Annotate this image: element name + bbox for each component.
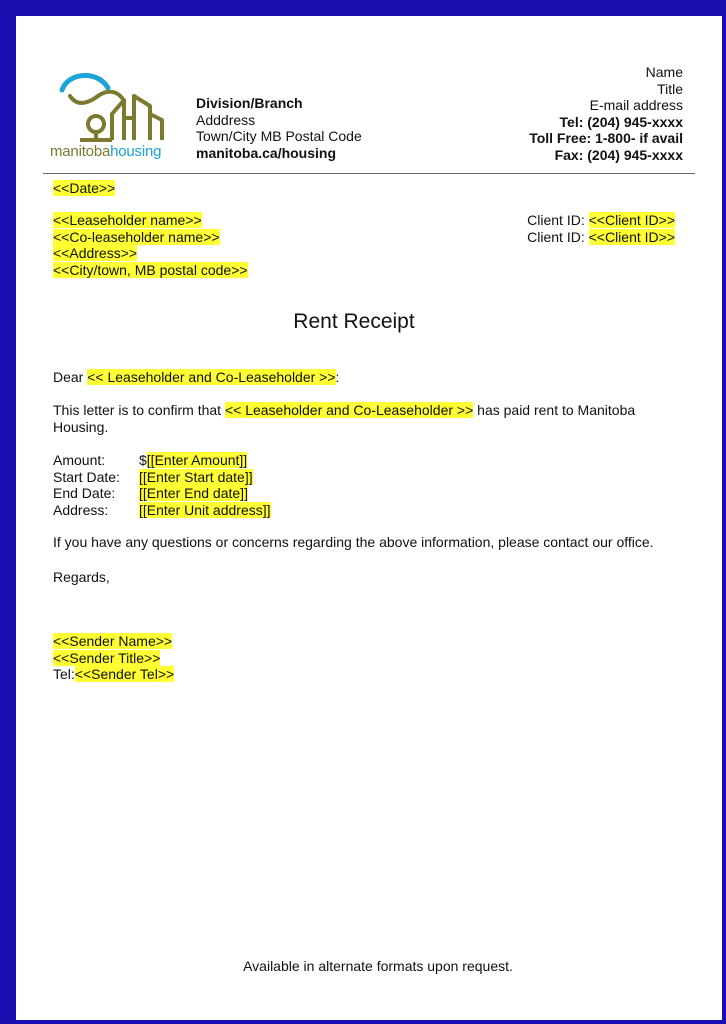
questions-paragraph: If you have any questions or concerns regarding the above information, please contact our office. <box>53 534 654 550</box>
client-id-label: Client ID: <box>527 212 589 228</box>
division-town: Town/City MB Postal Code <box>196 128 362 144</box>
amount-prefix: $ <box>139 452 147 468</box>
leaseholder-placeholder: <<Leaseholder name>> <box>53 212 202 228</box>
logo-skyline-icon <box>50 66 190 146</box>
details-row-end <box>53 485 271 502</box>
logo-word-manitoba: manitoba <box>50 143 111 160</box>
start-date-field[interactable]: [[Enter Start date]] <box>139 468 253 485</box>
contact-email: E-mail address <box>589 97 683 113</box>
start-date-label: Start Date: <box>53 468 120 485</box>
recipient-block <box>53 212 248 278</box>
address-placeholder: <<Address>> <box>53 245 138 261</box>
salutation <box>53 369 339 386</box>
logo-word-housing: housing <box>110 143 162 160</box>
division-name: Division/Branch <box>196 95 303 111</box>
unit-address-field[interactable]: [[Enter Unit address]] <box>139 501 271 518</box>
contact-title: Title <box>657 80 683 97</box>
salutation-colon: : <box>335 369 340 385</box>
confirm-text-a: This letter is to confirm that <box>53 402 225 418</box>
end-date-label: End Date: <box>53 485 116 501</box>
closing: Regards, <box>53 569 110 585</box>
contact-block <box>529 64 683 163</box>
confirm-paragraph <box>53 402 673 435</box>
page-title: Rent Receipt <box>293 310 415 333</box>
header-divider <box>43 173 695 174</box>
salutation-dear: Dear <box>53 369 88 385</box>
client-id-label: Client ID: <box>527 228 589 245</box>
details-row-address <box>53 502 271 519</box>
confirm-text-b: has paid rent to Manitoba Housing. <box>53 402 636 435</box>
sender-tel-placeholder: <<Sender Tel>> <box>74 666 175 682</box>
division-block <box>196 95 362 161</box>
contact-tel: Tel: (204) 945-xxxx <box>559 113 683 130</box>
manitoba-housing-logo <box>50 66 190 161</box>
end-date-field[interactable]: [[Enter End date]] <box>139 485 248 501</box>
city-placeholder: <<City/town, MB postal code>> <box>53 261 248 278</box>
co-leaseholder-placeholder: <<Co-leaseholder name>> <box>53 228 220 245</box>
client-id-placeholder: <<Client ID>> <box>588 228 675 245</box>
unit-address-label: Address: <box>53 501 109 518</box>
amount-label: Amount: <box>53 452 106 468</box>
sender-block <box>53 633 174 683</box>
sender-title-placeholder: <<Sender Title>> <box>53 649 161 666</box>
details-block <box>53 452 271 518</box>
division-website: manitoba.ca/housing <box>196 144 337 161</box>
sender-name-placeholder: <<Sender Name>> <box>53 633 173 649</box>
salutation-name-placeholder: << Leaseholder and Co-Leaseholder >> <box>87 369 336 385</box>
confirm-name-placeholder: << Leaseholder and Co-Leaseholder >> <box>224 402 474 418</box>
footer-note: Available in alternate formats upon request. <box>243 958 513 974</box>
logo-wordmark <box>50 143 161 160</box>
amount-field[interactable]: [[Enter Amount]] <box>146 452 248 468</box>
division-address: Adddress <box>196 111 256 128</box>
date-line <box>53 180 115 197</box>
details-row-start <box>53 469 271 486</box>
client-id-block <box>527 212 675 245</box>
contact-tollfree: Toll Free: 1-800- if avail <box>529 130 683 146</box>
sender-tel-label: Tel: <box>53 666 75 682</box>
details-row-amount <box>53 452 271 469</box>
details-table <box>53 452 271 518</box>
contact-name: Name <box>645 64 683 80</box>
letter-page <box>16 16 722 1020</box>
contact-fax: Fax: (204) 945-xxxx <box>554 146 683 163</box>
client-id-placeholder: <<Client ID>> <box>588 212 675 228</box>
date-placeholder: <<Date>> <box>53 180 116 196</box>
